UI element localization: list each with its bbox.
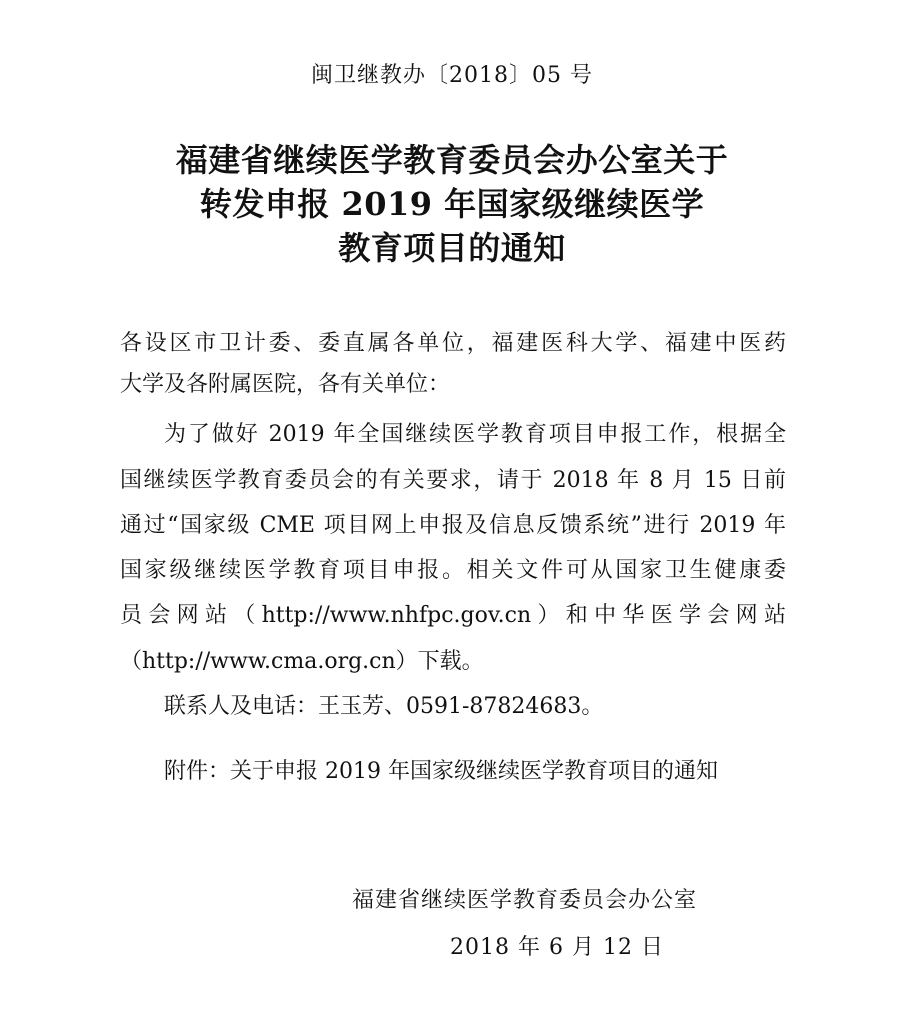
body-line-3: 通过“国家级 CME 项目网上申报及信息反馈系统”进行 2019 年 — [120, 513, 786, 538]
body-line-4: 国家级继续医学教育项目申报。相关文件可从国家卫生健康委 — [120, 558, 786, 583]
signature-organization: 福建省继续医学教育委员会办公室 — [352, 888, 698, 913]
contact-line: 联系人及电话：王玉芳、0591-87824683。 — [164, 694, 604, 719]
document-number: 闽卫继教办〔2018〕05 号 — [311, 63, 593, 88]
document-title-line-2: 转发申报 2019 年国家级继续医学 — [199, 185, 705, 223]
body-line-5: 员会网站（http://www.nhfpc.gov.cn）和中华医学会网站 — [120, 603, 786, 628]
body-line-6: （http://www.cma.org.cn）下载。 — [120, 649, 484, 674]
document-title-line-1: 福建省继续医学教育委员会办公室关于 — [175, 141, 729, 179]
document-title-line-3: 教育项目的通知 — [338, 229, 566, 267]
body-line-2: 国继续医学教育委员会的有关要求，请于 2018 年 8 月 15 日前 — [120, 468, 786, 493]
attachment-line: 附件：关于申报 2019 年国家级继续医学教育项目的通知 — [164, 759, 718, 784]
salutation-line-2: 大学及各附属医院，各有关单位： — [120, 372, 451, 397]
body-line-1: 为了做好 2019 年全国继续医学教育项目申报工作，根据全 — [164, 422, 786, 447]
signature-date: 2018 年 6 月 12 日 — [450, 935, 664, 960]
salutation-line-1: 各设区市卫计委、委直属各单位，福建医科大学、福建中医药 — [120, 331, 786, 356]
